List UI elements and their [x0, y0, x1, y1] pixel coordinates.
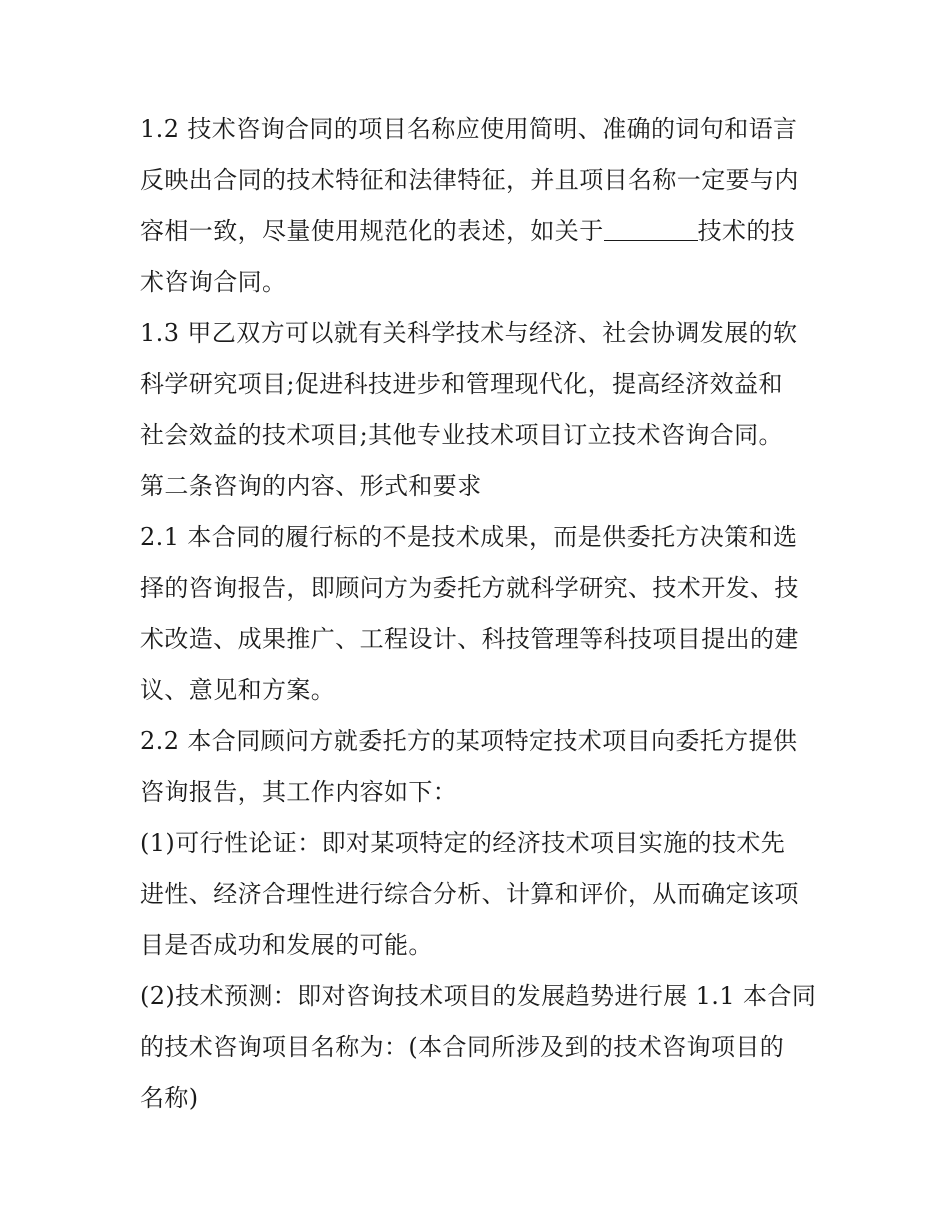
document-body	[140, 104, 820, 1124]
text-line: 反映出合同的技术特征和法律特征，并且项目名称一定要与内	[140, 166, 799, 194]
text-line: 1.3 甲乙双方可以就有关科学技术与经济、社会协调发展的软	[140, 319, 798, 347]
text-line: 科学研究项目;促进科技进步和管理现代化，提高经济效益和	[140, 370, 783, 398]
text-line: 咨询报告，其工作内容如下：	[140, 778, 458, 806]
text-line: 2.2 本合同顾问方就委托方的某项特定技术项目向委托方提供	[140, 727, 798, 755]
text-segment: 容相一致，尽量使用规范化的表述，如关于	[140, 217, 604, 245]
text-line-with-blank	[140, 206, 820, 257]
text-line: (2)技术预测：即对咨询技术项目的发展趋势进行展 1.1 本合同	[140, 982, 817, 1010]
text-line: 进性、经济合理性进行综合分析、计算和评价，从而确定该项	[140, 880, 799, 908]
text-line: 择的咨询报告，即顾问方为委托方就科学研究、技术开发、技	[140, 574, 799, 602]
text-line: 术改造、成果推广、工程设计、科技管理等科技项目提出的建	[140, 625, 799, 653]
text-line: (1)可行性论证：即对某项特定的经济技术项目实施的技术先	[140, 829, 786, 857]
text-line: 社会效益的技术项目;其他专业技术项目订立技术咨询合同。	[140, 421, 783, 449]
text-line: 名称)	[140, 1084, 199, 1112]
text-line: 术咨询合同。	[140, 268, 287, 296]
text-line: 2.1 本合同的履行标的不是技术成果，而是供委托方决策和选	[140, 523, 798, 551]
text-line: 议、意见和方案。	[140, 676, 336, 704]
text-segment: 技术的技	[697, 217, 796, 245]
text-line: 的技术咨询项目名称为：(本合同所涉及到的技术咨询项目的	[140, 1033, 785, 1061]
text-line: 目是否成功和发展的可能。	[140, 931, 433, 959]
fill-in-blank	[604, 216, 698, 241]
text-line: 1.2 技术咨询合同的项目名称应使用简明、准确的词句和语言	[140, 115, 798, 143]
section-heading: 第二条咨询的内容、形式和要求	[140, 472, 482, 500]
